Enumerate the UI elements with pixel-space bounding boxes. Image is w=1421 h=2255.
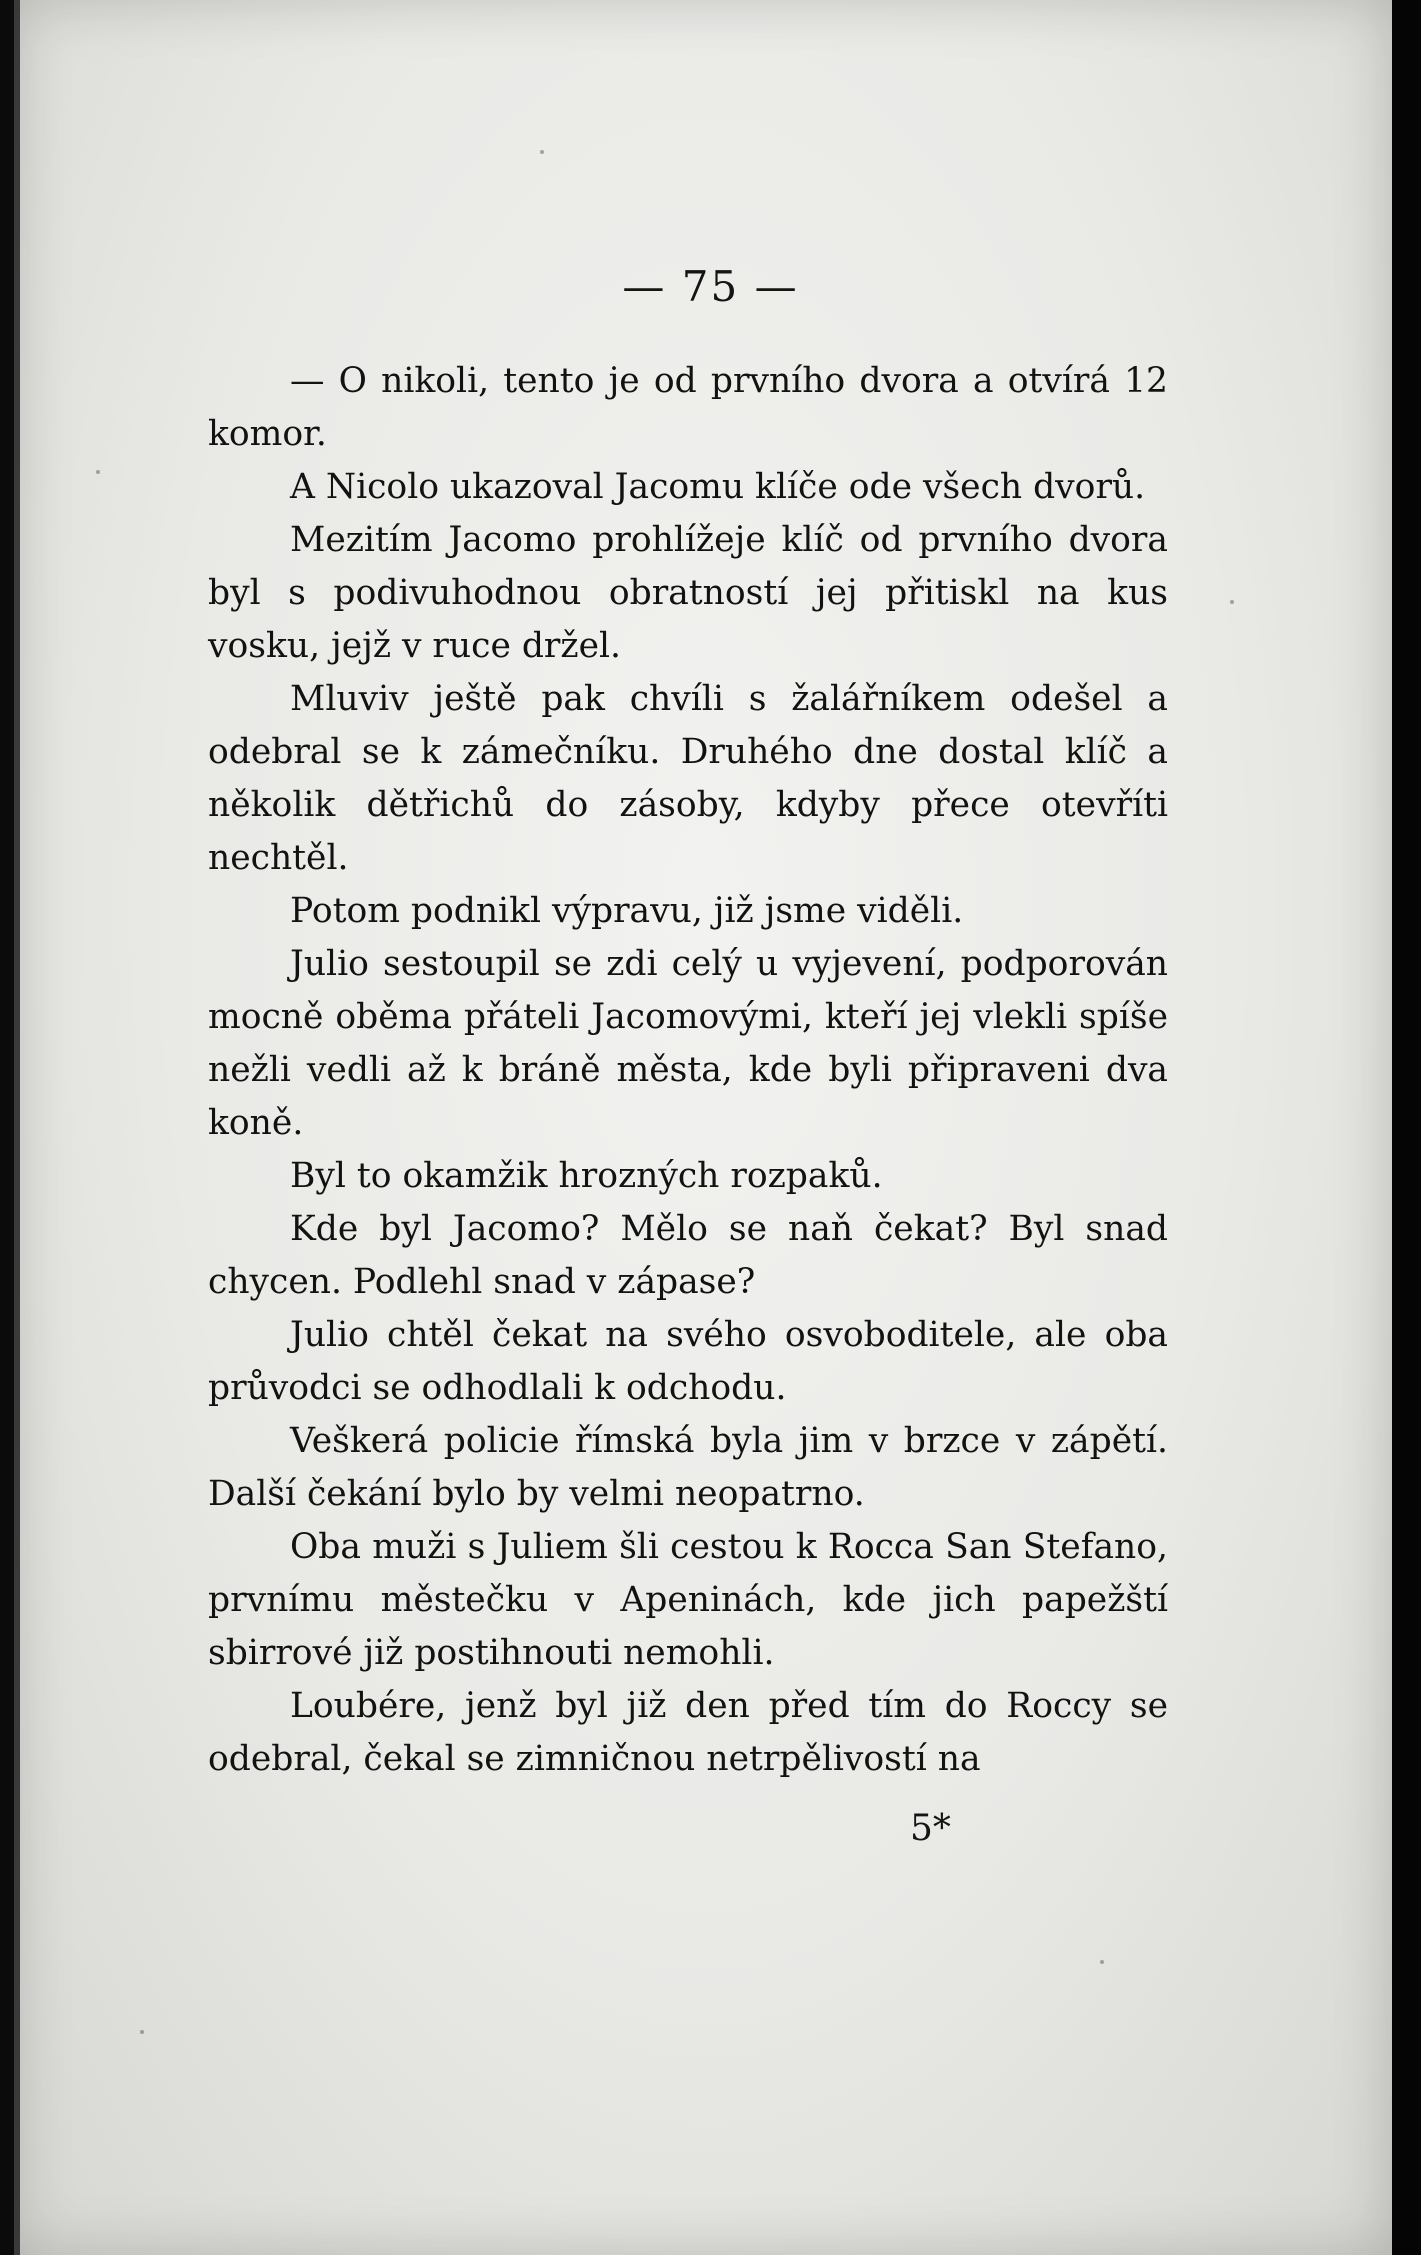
- paragraph: Julio chtěl čekat na svého osvoboditele, ale oba průvodci se odhodlali k odchodu.: [208, 1315, 1168, 1408]
- paper-speck: [140, 2030, 144, 2034]
- paragraph: Potom podnikl výpravu, již jsme viděli.: [290, 891, 964, 931]
- paper-speck: [96, 470, 100, 474]
- page-number-header: — 75 —: [622, 262, 799, 311]
- paper-speck: [1100, 1960, 1104, 1964]
- paragraph: Mluviv ještě pak chvíli s žalářníkem odešel a odebral se k zámečníku. Druhého dne dostal klíč a několik dětřichů do zásoby, kdyby přece otevříti nechtěl.: [208, 679, 1168, 878]
- paragraph: Byl to okamžik hrozných rozpaků.: [290, 1156, 883, 1196]
- scan-border: [1392, 0, 1421, 2255]
- page-binding-edge: [14, 0, 20, 2255]
- paragraph: Julio sestoupil se zdi celý u vyjevení, podporován mocně oběma přáteli Jacomovými, kteří jej vlekli spíše nežli vedli až k bráně města, kde byli připraveni dva koně.: [208, 944, 1168, 1143]
- paragraph: A Nicolo ukazoval Jacomu klíče ode všech dvorů.: [290, 467, 1146, 507]
- paragraph: Loubére, jenž byl již den před tím do Roccy se odebral, čekal se zimničnou netrpělivostí na: [208, 1686, 1168, 1779]
- paragraph: — O nikoli, tento je od prvního dvora a otvírá 12 komor.: [208, 361, 1168, 454]
- paper-speck: [540, 150, 544, 154]
- paragraph: Oba muži s Juliem šli cestou k Rocca San Stefano, prvnímu městečku v Apeninách, kde jich papežští sbirrové již postihnouti nemohli.: [208, 1527, 1168, 1673]
- paper-speck: [1230, 600, 1234, 604]
- paragraph: Kde byl Jacomo? Mělo se naň čekat? Byl snad chycen. Podlehl snad v zápase?: [208, 1209, 1168, 1302]
- signature-mark: 5*: [910, 1808, 951, 1849]
- paragraph: Mezitím Jacomo prohlížeje klíč od prvního dvora byl s podivuhodnou obratností jej přitiskl na kus vosku, jejž v ruce držel.: [208, 520, 1168, 666]
- paragraph: Veškerá policie římská byla jim v brzce v zápětí. Další čekání bylo by velmi neopatrno.: [208, 1421, 1168, 1514]
- page-body: [208, 355, 1168, 1786]
